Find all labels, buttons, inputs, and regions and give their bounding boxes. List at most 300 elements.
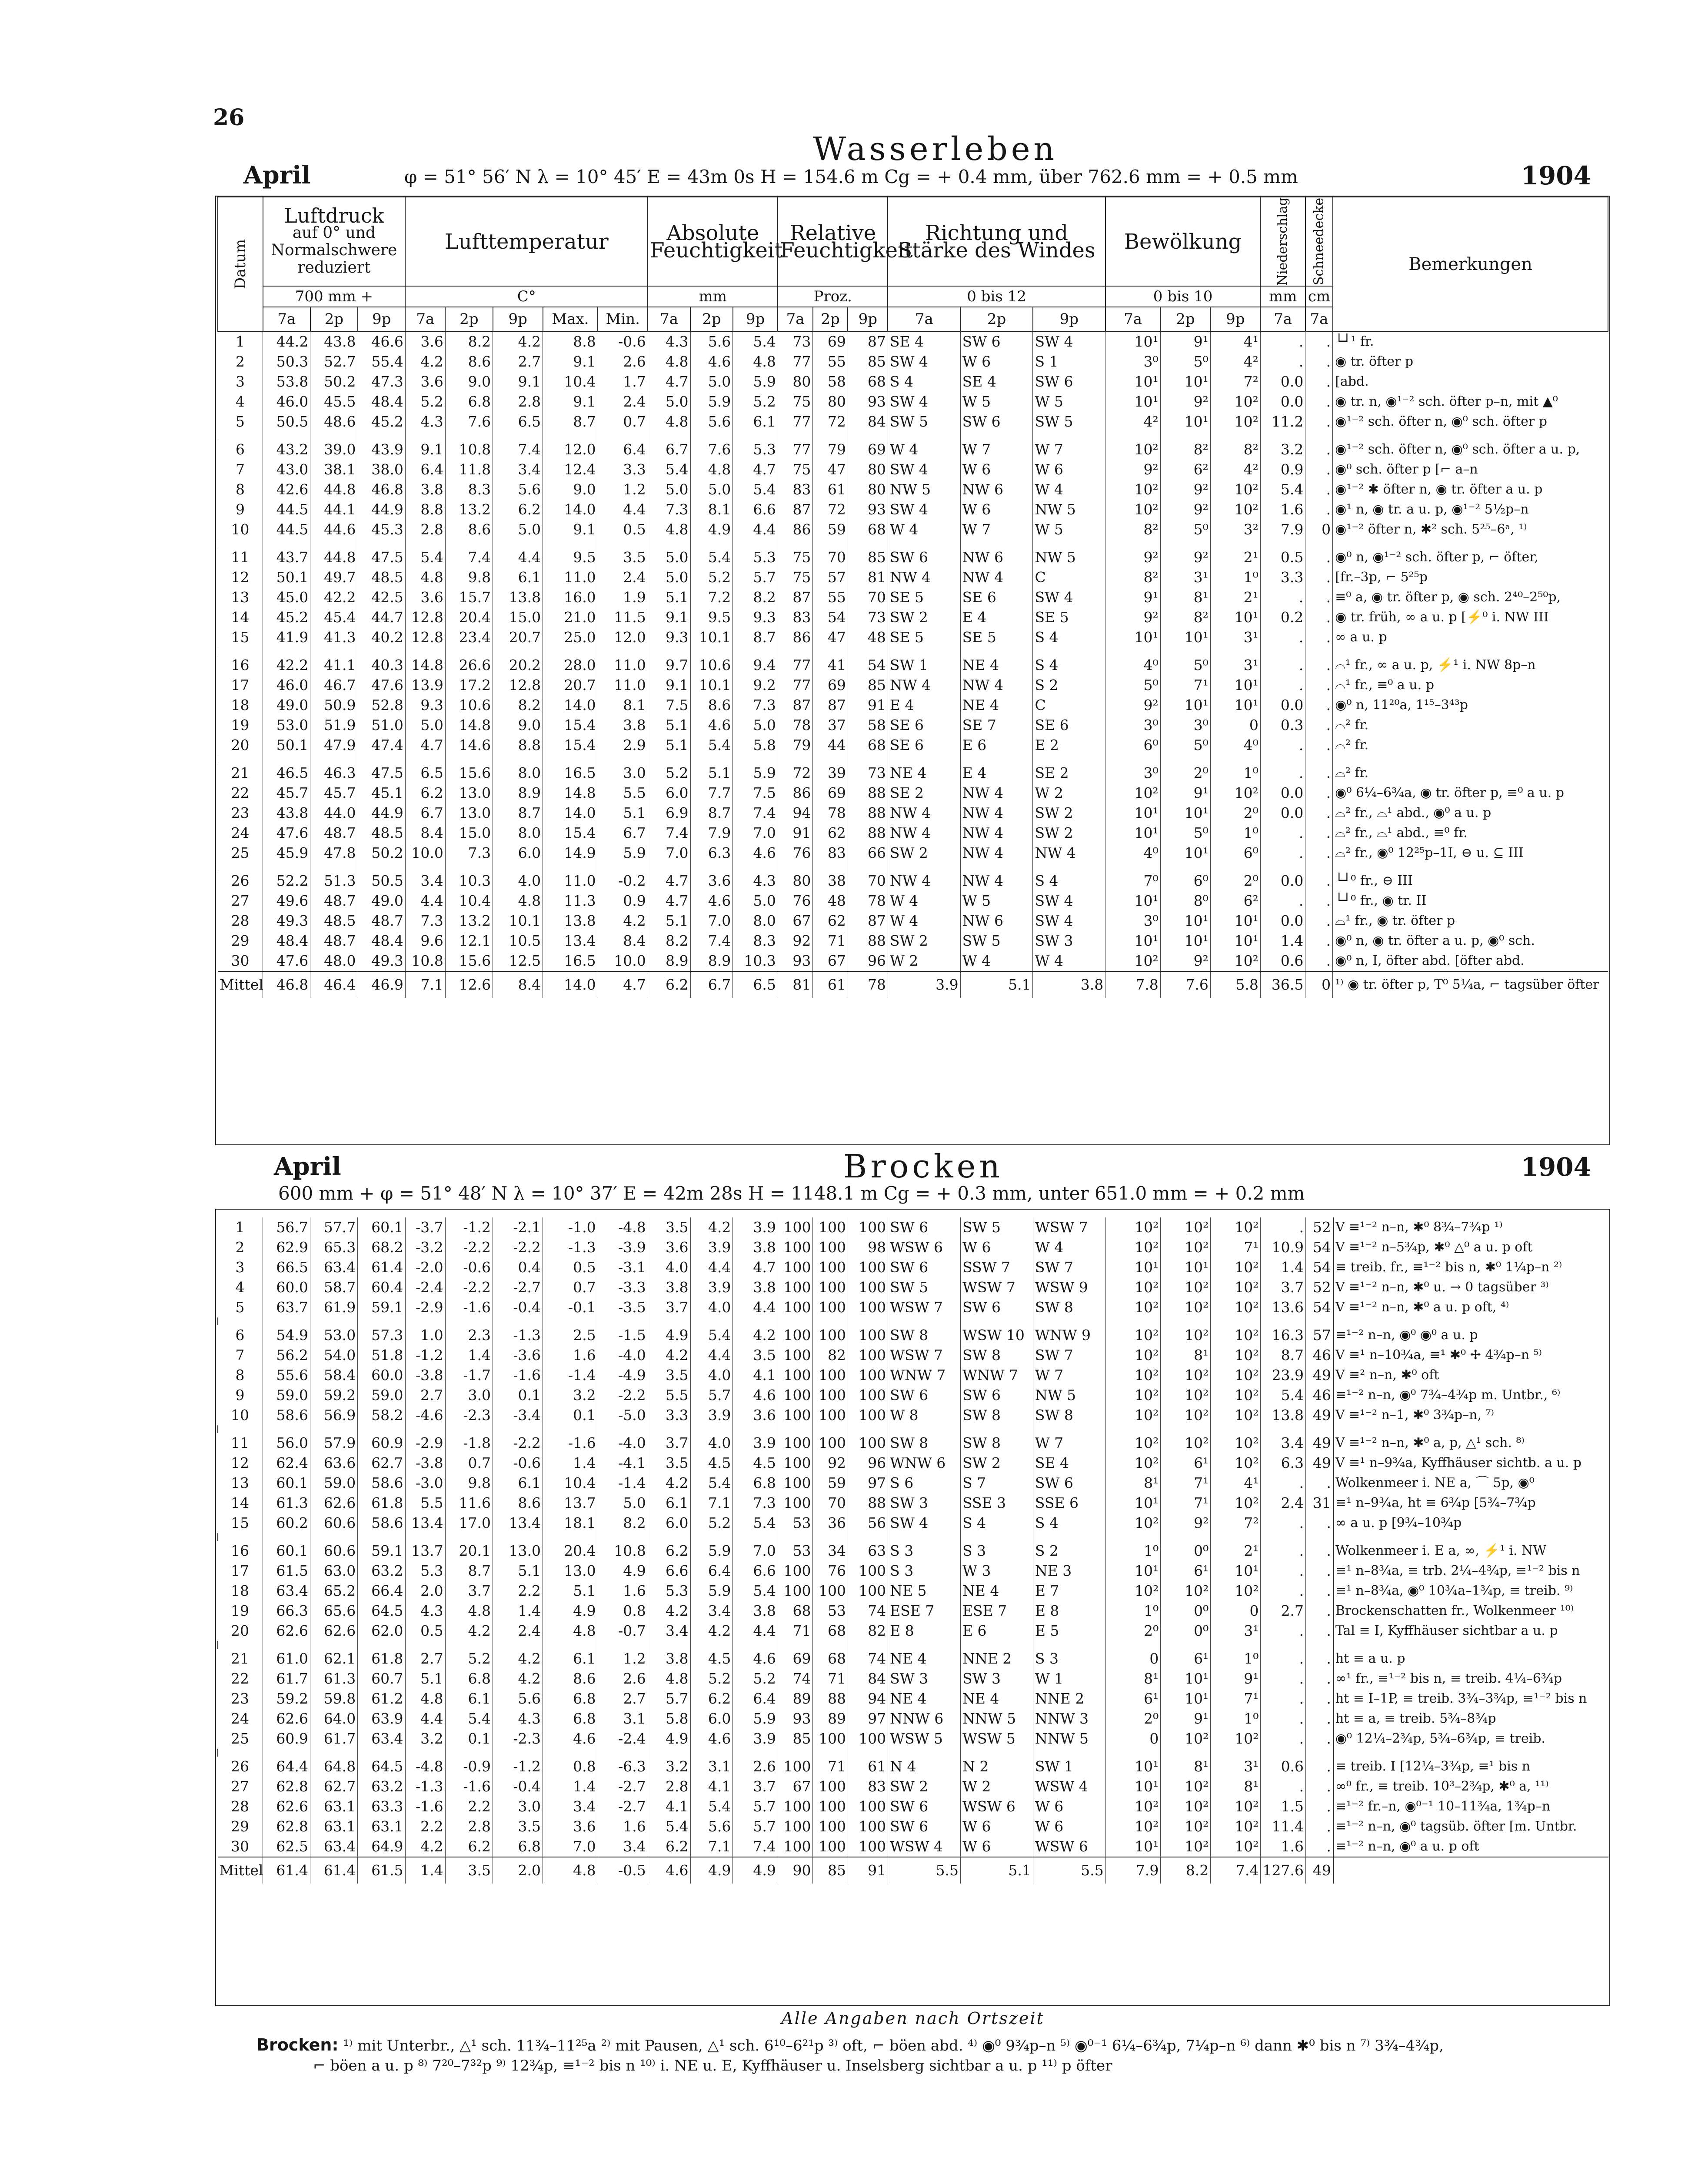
remarks-cell: ≡¹⁻² n–n, ◉⁰ 7¾–4¾p m. Untbr., ⁶⁾	[1333, 1385, 1608, 1405]
gap-cell	[960, 1749, 1033, 1757]
table-row	[218, 372, 1608, 392]
gap-cell	[733, 1425, 778, 1433]
cloud-cell: 10¹	[1105, 931, 1161, 951]
cloud-cell: 8²	[1210, 440, 1260, 460]
wasserleben-heading	[235, 130, 1608, 168]
gap-cell	[263, 755, 310, 763]
rel-humidity-cell: 88	[813, 1689, 848, 1709]
snow-cell: .	[1305, 695, 1333, 715]
abs-humidity-cell: 5.4	[690, 547, 733, 567]
min-temp-cell: 1.7	[598, 372, 648, 392]
gap-cell	[598, 863, 648, 871]
temperature-cell: 0.4	[493, 1257, 543, 1277]
min-temp-cell: 2.6	[598, 1669, 648, 1689]
temperature-cell: 8.6	[445, 352, 493, 372]
temperature-cell: -1.2	[445, 1217, 493, 1237]
cloud-cell: 10²	[1161, 1405, 1211, 1425]
rel-humidity-cell: 92	[813, 1453, 848, 1473]
date-cell: 28	[231, 1798, 250, 1815]
wind-cell: SW 4	[888, 1513, 961, 1533]
precipitation-cell: 6.3	[1261, 1453, 1306, 1473]
gap-cell	[733, 1533, 778, 1541]
abs-humidity-cell: 3.5	[733, 1345, 778, 1365]
cloud-cell: 10¹	[1160, 627, 1210, 647]
pressure-cell: 38.1	[310, 460, 358, 480]
table-row	[218, 1385, 1609, 1405]
gap-cell	[690, 1533, 733, 1541]
temperature-cell: 10.6	[445, 695, 493, 715]
rel-humidity-cell: 87	[813, 695, 848, 715]
rel-humidity-cell: 55	[813, 352, 848, 372]
abs-humidity-cell: 5.0	[733, 891, 778, 911]
gap-cell	[493, 432, 543, 440]
gap-cell	[733, 1749, 778, 1757]
max-temp-cell: 0.8	[543, 1757, 598, 1777]
mean-row	[218, 1857, 1609, 1884]
cloud-cell: 10²	[1211, 1493, 1261, 1513]
gap-cell	[1261, 1641, 1306, 1649]
temperature-cell: 0.7	[445, 1453, 493, 1473]
snow-cell: .	[1306, 1541, 1333, 1561]
min-temp-cell: -4.8	[598, 1217, 648, 1237]
table-row	[218, 675, 1608, 695]
max-temp-cell: 1.6	[543, 1345, 598, 1365]
pressure-cell: 40.2	[358, 627, 405, 647]
pressure-cell: 47.5	[358, 763, 405, 783]
wind-cell: SE 6	[1033, 715, 1105, 735]
pressure-cell: 62.6	[310, 1621, 357, 1641]
remarks-cell: ◉⁰ n, 11²⁰a, 1¹⁵–3⁴³p	[1333, 695, 1608, 715]
pressure-cell: 63.1	[358, 1817, 405, 1837]
precipitation-cell: .	[1260, 843, 1305, 863]
wind-cell: N 4	[888, 1757, 961, 1777]
abs-humidity-cell: 6.8	[733, 1473, 778, 1493]
date-cell: 14	[231, 1494, 250, 1511]
min-temp-cell: 2.4	[598, 392, 648, 412]
col-9p: 9p	[493, 307, 543, 331]
temperature-cell: 15.6	[445, 763, 493, 783]
unit-wind: 0 bis 12	[888, 286, 1105, 307]
abs-humidity-cell: 7.4	[690, 931, 733, 951]
abs-humidity-cell: 4.8	[648, 520, 690, 540]
max-temp-cell: 6.8	[543, 1709, 598, 1729]
wind-cell: W 5	[1033, 392, 1105, 412]
ortszeit-note: Alle Angaben nach Ortszeit	[781, 2009, 1045, 2028]
brocken-rows	[218, 1217, 1609, 1884]
pressure-cell: 65.6	[310, 1601, 357, 1621]
pressure-cell: 46.9	[358, 971, 405, 998]
rel-humidity-cell: 100	[848, 1561, 888, 1581]
wind-cell: SW 8	[960, 1345, 1033, 1365]
wind-cell: SE 4	[888, 331, 960, 352]
rel-humidity-cell: 69	[848, 440, 888, 460]
rel-humidity-cell: 73	[778, 331, 813, 352]
rel-humidity-cell: 69	[813, 675, 848, 695]
gap-cell	[543, 1533, 598, 1541]
cloud-cell: 3⁰	[1105, 352, 1161, 372]
wind-cell: SW 8	[960, 1433, 1033, 1453]
wind-cell: SE 2	[888, 783, 960, 803]
abs-humidity-cell: 4.4	[733, 1621, 778, 1641]
wind-cell: NW 4	[888, 871, 960, 891]
rel-humidity-cell: 77	[778, 675, 813, 695]
cloud-cell: 10²	[1211, 1277, 1261, 1297]
abs-humidity-cell: 6.4	[690, 1561, 733, 1581]
gap-cell	[1033, 863, 1105, 871]
snow-cell: .	[1305, 567, 1333, 587]
table-row	[218, 1709, 1609, 1729]
wind-cell: W 7	[1033, 440, 1105, 460]
gap-cell	[405, 1641, 445, 1649]
abs-humidity-cell: 5.7	[733, 1817, 778, 1837]
gap-cell	[493, 540, 543, 547]
abs-humidity-cell: 5.6	[690, 412, 733, 432]
pressure-cell: 44.0	[310, 803, 358, 823]
pressure-cell: 57.7	[310, 1217, 357, 1237]
table-row	[218, 500, 1608, 520]
gap-cell	[1333, 1317, 1608, 1325]
temperature-cell: 1.0	[405, 1325, 445, 1345]
abs-humidity-cell: 4.1	[648, 1797, 690, 1817]
pressure-cell: 61.9	[310, 1297, 357, 1317]
gap-cell	[960, 1425, 1033, 1433]
cloud-cell: 1⁰	[1211, 1709, 1261, 1729]
rel-humidity-cell: 55	[813, 587, 848, 607]
rel-humidity-cell: 81	[848, 567, 888, 587]
abs-humidity-cell: 9.3	[648, 627, 690, 647]
rel-humidity-cell: 93	[848, 500, 888, 520]
temperature-cell: 4.2	[405, 352, 445, 372]
table-row	[218, 1777, 1609, 1797]
pressure-cell: 63.0	[310, 1561, 357, 1581]
col-2p: 2p	[310, 307, 358, 331]
row-gap	[218, 1749, 1609, 1757]
temperature-cell: 6.2	[445, 1837, 493, 1857]
temperature-cell: 5.4	[445, 1709, 493, 1729]
rel-humidity-cell: 53	[813, 1601, 848, 1621]
pressure-cell: 68.2	[358, 1237, 405, 1257]
wind-cell: NE 4	[888, 1689, 961, 1709]
max-temp-cell: 0.1	[543, 1405, 598, 1425]
gap-cell	[358, 755, 405, 763]
wind-cell: S 4	[1033, 655, 1105, 675]
pressure-cell: 58.7	[310, 1277, 357, 1297]
precipitation-cell: 1.6	[1260, 500, 1305, 520]
table-row	[218, 1561, 1609, 1581]
temperature-cell: 13.0	[445, 783, 493, 803]
abs-humidity-cell: 5.3	[733, 440, 778, 460]
date-cell: 3	[235, 1259, 245, 1276]
temperature-cell: 9.6	[405, 931, 445, 951]
abs-humidity-cell: 5.0	[733, 715, 778, 735]
gap-cell	[848, 647, 888, 655]
cloud-cell: 10²	[1105, 1513, 1161, 1533]
cloud-cell: 6²	[1210, 891, 1260, 911]
abs-humidity-cell: 9.1	[648, 607, 690, 627]
rel-humidity-cell: 100	[848, 1217, 888, 1237]
gap-cell	[1105, 1425, 1161, 1433]
rel-humidity-cell: 100	[848, 1797, 888, 1817]
pressure-cell: 63.4	[310, 1837, 357, 1857]
pressure-cell: 62.1	[310, 1649, 357, 1669]
station-name: Wasserleben	[813, 130, 1058, 168]
snow-cell: .	[1306, 1581, 1333, 1601]
wind-cell: NW 4	[888, 823, 960, 843]
abs-humidity-cell: 5.6	[690, 1817, 733, 1837]
abs-humidity-cell: 3.7	[648, 1433, 690, 1453]
rel-humidity-cell: 34	[813, 1541, 848, 1561]
pressure-cell: 48.7	[310, 891, 358, 911]
table-row	[218, 735, 1608, 755]
gap-cell	[1033, 540, 1105, 547]
temperature-cell: 13.7	[405, 1541, 445, 1561]
pressure-cell: 43.2	[263, 440, 310, 460]
precipitation-cell: .	[1261, 1689, 1306, 1709]
min-temp-cell: -2.2	[598, 1385, 648, 1405]
gap-cell	[960, 1533, 1033, 1541]
wind-cell: NNW 5	[1033, 1729, 1105, 1749]
gap-cell	[888, 1533, 961, 1541]
col-2p: 2p	[813, 307, 848, 331]
pressure-cell: 45.9	[263, 843, 310, 863]
gap-cell	[960, 863, 1033, 871]
cloud-cell: 4²	[1210, 460, 1260, 480]
temperature-cell: 8.2	[445, 331, 493, 352]
rel-humidity-cell: 70	[848, 587, 888, 607]
rel-humidity-cell: 61	[813, 971, 848, 998]
rel-humidity-cell: 61	[813, 480, 848, 500]
pressure-cell: 46.8	[263, 971, 310, 998]
rel-humidity-cell: 87	[778, 587, 813, 607]
date-cell: 15	[231, 629, 250, 646]
gap-cell	[648, 1641, 690, 1649]
gap-cell	[598, 432, 648, 440]
rel-humidity-cell: 58	[848, 715, 888, 735]
temperature-cell: 13.4	[405, 1513, 445, 1533]
pressure-cell: 45.1	[358, 783, 405, 803]
cloud-cell: 7.8	[1105, 971, 1161, 998]
pressure-cell: 61.5	[358, 1857, 405, 1884]
date-cell: 18	[231, 1582, 250, 1599]
cloud-cell: 10²	[1211, 1453, 1261, 1473]
abs-humidity-cell: 4.6	[690, 1729, 733, 1749]
rel-humidity-cell: 79	[778, 735, 813, 755]
temperature-cell: 7.3	[405, 911, 445, 931]
temperature-cell: 5.5	[405, 1493, 445, 1513]
rel-humidity-cell: 88	[848, 823, 888, 843]
pressure-cell: 47.6	[263, 823, 310, 843]
temperature-cell: 8.4	[493, 971, 543, 998]
wind-cell: S 4	[1033, 627, 1105, 647]
precipitation-cell: .	[1261, 1513, 1306, 1533]
date-cell: 15	[231, 1514, 250, 1531]
abs-humidity-cell: 5.0	[648, 392, 690, 412]
pressure-cell: 47.6	[263, 951, 310, 971]
pressure-cell: 44.9	[358, 803, 405, 823]
temperature-cell: 4.3	[493, 1709, 543, 1729]
precipitation-cell: 3.2	[1260, 440, 1305, 460]
abs-humidity-cell: 7.5	[733, 783, 778, 803]
rel-humidity-cell: 88	[848, 783, 888, 803]
cloud-cell: 2⁰	[1210, 803, 1260, 823]
abs-humidity-cell: 6.0	[648, 783, 690, 803]
gap-cell	[778, 755, 813, 763]
rel-humidity-cell: 71	[813, 931, 848, 951]
remarks-cell: ⌓² fr., ⌓¹ abd., ◉⁰ a u. p	[1333, 803, 1608, 823]
wind-cell: NW 6	[960, 547, 1033, 567]
abs-humidity-cell: 4.4	[690, 1257, 733, 1277]
remarks-cell: ◉⁰ n, I, öfter abd. [öfter abd.	[1333, 951, 1608, 971]
remarks-cell: ◉⁰ n, ◉ tr. öfter a u. p, ◉⁰ sch.	[1333, 931, 1608, 951]
abs-humidity-cell: 7.1	[690, 1837, 733, 1857]
header-wind: Richtung und Stärke des Windes	[888, 197, 1105, 286]
pressure-cell: 42.2	[263, 655, 310, 675]
temperature-cell: 8.6	[493, 1493, 543, 1513]
date-cell: 16	[231, 657, 250, 674]
cloud-cell: 10²	[1161, 1581, 1211, 1601]
abs-humidity-cell: 4.2	[648, 1601, 690, 1621]
rel-humidity-cell: 100	[813, 1277, 848, 1297]
wind-cell: SE 2	[1033, 763, 1105, 783]
rel-humidity-cell: 56	[848, 1513, 888, 1533]
station-name: Brocken	[843, 1148, 1004, 1185]
temperature-cell: 3.6	[405, 372, 445, 392]
rel-humidity-cell: 100	[813, 1817, 848, 1837]
abs-humidity-cell: 3.5	[648, 1217, 690, 1237]
max-temp-cell: 8.6	[543, 1669, 598, 1689]
pressure-cell: 64.9	[358, 1837, 405, 1857]
gap-cell	[1306, 1641, 1333, 1649]
cloud-cell: 10²	[1211, 1405, 1261, 1425]
wind-cell: 5.1	[960, 1857, 1033, 1884]
rel-humidity-cell: 100	[848, 1257, 888, 1277]
pressure-cell: 50.1	[263, 567, 310, 587]
precipitation-cell: .	[1260, 352, 1305, 372]
remarks-cell: ◉¹⁻² öfter n, ✱² sch. 5²⁵–6ᵃ, ¹⁾	[1333, 520, 1608, 540]
remarks-cell: ≡¹⁻² fr.–n, ◉⁰⁻¹ 10–11¾a, 1¾p–n	[1333, 1797, 1608, 1817]
cloud-cell: 7²	[1210, 372, 1260, 392]
abs-humidity-cell: 9.5	[690, 607, 733, 627]
rel-humidity-cell: 100	[813, 1217, 848, 1237]
wind-cell: SSE 6	[1033, 1493, 1105, 1513]
abs-humidity-cell: 6.2	[648, 1541, 690, 1561]
temperature-cell: 26.6	[445, 655, 493, 675]
rel-humidity-cell: 93	[778, 1709, 813, 1729]
unit-temperatur: C°	[405, 286, 648, 307]
precipitation-cell: .	[1260, 823, 1305, 843]
pressure-cell: 62.6	[310, 1493, 357, 1513]
gap-cell	[888, 1317, 961, 1325]
gap-cell	[543, 1425, 598, 1433]
abs-humidity-cell: 5.8	[648, 1709, 690, 1729]
pressure-cell: 62.6	[263, 1709, 310, 1729]
wind-cell: NE 4	[960, 1581, 1033, 1601]
rel-humidity-cell: 91	[848, 1857, 888, 1884]
abs-humidity-cell: 4.8	[690, 460, 733, 480]
cloud-cell: 10¹	[1105, 823, 1161, 843]
cloud-cell: 8¹	[1105, 1473, 1161, 1493]
rel-humidity-cell: 100	[778, 1797, 813, 1817]
temperature-cell: 8.6	[445, 520, 493, 540]
cloud-cell: 10²	[1211, 1365, 1261, 1385]
cloud-cell: 10¹	[1105, 1561, 1161, 1581]
temperature-cell: 2.7	[405, 1649, 445, 1669]
abs-humidity-cell: 6.0	[690, 1709, 733, 1729]
temperature-cell: -2.2	[445, 1277, 493, 1297]
cloud-cell: 10²	[1161, 1777, 1211, 1797]
cloud-cell: 5⁰	[1105, 675, 1161, 695]
cloud-cell: 8²	[1105, 567, 1161, 587]
cloud-cell: 6²	[1160, 460, 1210, 480]
pressure-cell: 50.9	[310, 695, 358, 715]
gap-cell	[263, 1317, 310, 1325]
date-cell: 26	[231, 1758, 250, 1775]
gap-cell	[218, 647, 263, 655]
snow-cell: .	[1306, 1649, 1333, 1669]
pressure-cell: 45.0	[263, 587, 310, 607]
date-cell: 4	[235, 1279, 245, 1296]
cloud-cell: 0	[1210, 715, 1260, 735]
table-row	[218, 1237, 1609, 1257]
brocken-heading	[235, 1148, 1608, 1183]
min-temp-cell: 2.9	[598, 735, 648, 755]
min-temp-cell: 8.2	[598, 1513, 648, 1533]
col-9p: 9p	[358, 307, 405, 331]
max-temp-cell: 5.1	[543, 1581, 598, 1601]
gap-cell	[848, 1533, 888, 1541]
gap-cell	[310, 432, 358, 440]
abs-humidity-cell: 4.7	[648, 372, 690, 392]
wind-cell: SW 4	[1033, 911, 1105, 931]
gap-cell	[493, 863, 543, 871]
wind-cell: NE 4	[960, 655, 1033, 675]
abs-humidity-cell: 5.9	[690, 392, 733, 412]
gap-cell	[405, 1533, 445, 1541]
rel-humidity-cell: 53	[778, 1541, 813, 1561]
temperature-cell: 5.4	[405, 547, 445, 567]
cloud-cell: 0⁰	[1161, 1601, 1211, 1621]
rel-humidity-cell: 80	[778, 372, 813, 392]
wind-cell: SW 3	[1033, 931, 1105, 951]
wind-cell: S 4	[960, 1513, 1033, 1533]
snow-cell: .	[1305, 891, 1333, 911]
header-rel-feuchtigkeit: Relative Feuchtigkeit	[778, 197, 888, 286]
wind-cell: SW 5	[888, 412, 960, 432]
rel-humidity-cell: 100	[778, 1837, 813, 1857]
pressure-cell: 47.5	[358, 547, 405, 567]
mean-label: Mittel	[218, 1857, 263, 1884]
abs-humidity-cell: 5.9	[733, 372, 778, 392]
min-temp-cell: 3.5	[598, 547, 648, 567]
cloud-cell: 10²	[1105, 1453, 1161, 1473]
min-temp-cell: 1.6	[598, 1581, 648, 1601]
rel-humidity-cell: 100	[848, 1405, 888, 1425]
wind-cell: S 4	[1033, 1513, 1105, 1533]
rel-humidity-cell: 78	[848, 971, 888, 998]
rel-humidity-cell: 100	[778, 1581, 813, 1601]
pressure-cell: 61.3	[310, 1669, 357, 1689]
temperature-cell: 7.3	[445, 843, 493, 863]
cloud-cell: 9²	[1160, 392, 1210, 412]
abs-humidity-cell: 3.9	[690, 1277, 733, 1297]
unit-rel: Proz.	[778, 286, 888, 307]
temperature-cell: 12.1	[445, 931, 493, 951]
gap-cell	[493, 755, 543, 763]
pressure-cell: 64.8	[310, 1757, 357, 1777]
cloud-cell: 6¹	[1161, 1453, 1211, 1473]
abs-humidity-cell: 3.4	[690, 1601, 733, 1621]
abs-humidity-cell: 4.3	[733, 871, 778, 891]
